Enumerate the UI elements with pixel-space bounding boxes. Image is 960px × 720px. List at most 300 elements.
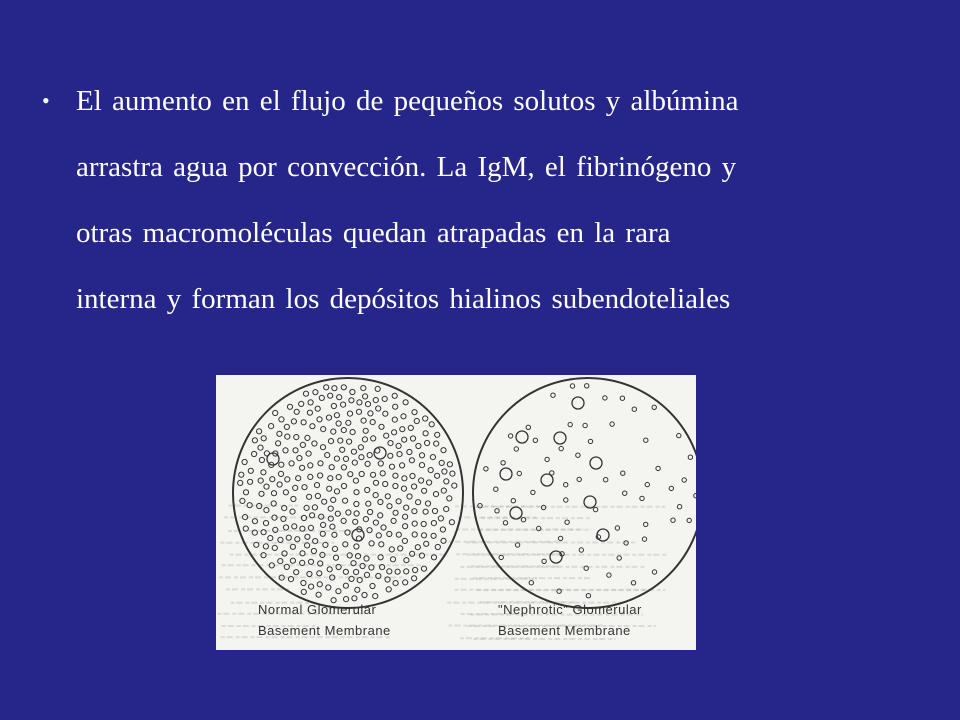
small-pore	[644, 438, 648, 442]
small-pore	[423, 416, 428, 421]
small-pore	[421, 566, 426, 571]
small-pore	[392, 430, 397, 435]
small-pore	[402, 476, 407, 481]
small-pore	[576, 453, 580, 457]
small-pore	[400, 427, 405, 432]
small-pore	[579, 548, 583, 552]
small-pore	[565, 520, 569, 524]
small-pore	[415, 545, 420, 550]
small-pore	[296, 476, 301, 481]
small-pore	[393, 581, 398, 586]
small-pore	[333, 555, 338, 560]
small-pore	[312, 441, 317, 446]
small-pore	[306, 451, 311, 456]
nephrotic-membrane-outline	[473, 378, 696, 608]
small-pore	[375, 386, 380, 391]
small-pore	[403, 514, 408, 519]
normal-caption	[258, 599, 391, 641]
small-pore	[278, 537, 283, 542]
small-pore	[428, 468, 433, 473]
small-pore	[343, 569, 348, 574]
small-pore	[279, 462, 284, 467]
small-pore	[533, 438, 537, 442]
small-pore	[511, 499, 515, 503]
small-pore	[309, 584, 314, 589]
normal-pores	[238, 385, 457, 603]
small-pore	[320, 531, 325, 536]
small-pore	[379, 424, 384, 429]
small-pore	[371, 436, 376, 441]
small-pore	[369, 565, 374, 570]
small-pore	[431, 521, 436, 526]
small-pore	[291, 496, 296, 501]
small-pore	[276, 441, 281, 446]
small-pore	[277, 482, 282, 487]
small-pore	[277, 431, 282, 436]
small-pore	[435, 432, 440, 437]
small-pore	[290, 558, 295, 563]
small-pore	[521, 518, 525, 522]
small-pore	[332, 546, 337, 551]
small-pore	[401, 486, 406, 491]
small-pore	[444, 507, 449, 512]
small-pore	[327, 486, 332, 491]
small-pore	[645, 482, 649, 486]
small-pore	[368, 509, 373, 514]
small-pore	[261, 470, 266, 475]
small-pore	[350, 430, 355, 435]
small-pore	[353, 519, 358, 524]
small-pore	[341, 518, 346, 523]
small-pore	[254, 542, 259, 547]
small-pore	[302, 485, 307, 490]
small-pore	[632, 407, 636, 411]
small-pore	[435, 473, 440, 478]
small-pore	[545, 457, 549, 461]
small-pore	[301, 589, 306, 594]
small-pore	[331, 429, 336, 434]
small-pore	[359, 471, 364, 476]
small-pore	[328, 476, 333, 481]
small-pore	[283, 490, 288, 495]
small-pore	[321, 427, 326, 432]
small-pore	[381, 525, 386, 530]
small-pore	[301, 580, 306, 585]
small-pore	[343, 542, 348, 547]
bullet-line-4: interna y forman los depósitos hialinos subendoteliales	[76, 283, 731, 315]
small-pore	[243, 490, 248, 495]
small-pore	[433, 492, 438, 497]
small-pore	[300, 560, 305, 565]
small-pore	[261, 530, 266, 535]
small-pore	[304, 505, 309, 510]
bullet-line-2: arrastra agua por convección. La IgM, el fibrinógeno y	[76, 151, 737, 183]
small-pore	[293, 448, 298, 453]
large-pore	[500, 468, 512, 480]
small-pore	[308, 525, 313, 530]
large-pore	[516, 431, 528, 443]
small-pore	[364, 572, 369, 577]
small-pore	[408, 425, 413, 430]
small-pore	[272, 545, 277, 550]
small-pore	[383, 411, 388, 416]
small-pore	[363, 517, 368, 522]
small-pore	[356, 409, 361, 414]
small-pore	[239, 472, 244, 477]
bullet-item	[42, 68, 922, 332]
small-pore	[568, 422, 572, 426]
small-pore	[305, 435, 310, 440]
small-pore	[320, 445, 325, 450]
small-pore	[495, 509, 499, 513]
small-pore	[348, 472, 353, 477]
small-pore	[303, 391, 308, 396]
small-pore	[335, 511, 340, 516]
small-pore	[413, 567, 418, 572]
small-pore	[285, 477, 290, 482]
small-pore	[359, 455, 364, 460]
small-pore	[586, 594, 590, 598]
small-pore	[355, 587, 360, 592]
small-pore	[389, 464, 394, 469]
small-pore	[367, 453, 372, 458]
small-pore	[354, 511, 359, 516]
small-pore	[341, 465, 346, 470]
small-pore	[287, 404, 292, 409]
small-pore	[334, 456, 339, 461]
small-pore	[292, 524, 297, 529]
small-pore	[384, 433, 389, 438]
small-pore	[373, 520, 378, 525]
small-pore	[326, 585, 331, 590]
small-pore	[284, 564, 289, 569]
small-pore	[332, 386, 337, 391]
small-pore	[317, 571, 322, 576]
small-pore	[294, 570, 299, 575]
small-pore	[340, 447, 345, 452]
small-pore	[423, 509, 428, 514]
small-pore	[373, 480, 378, 485]
small-pore	[300, 551, 305, 556]
small-pore	[328, 439, 333, 444]
small-pore	[386, 587, 391, 592]
small-pore	[329, 465, 334, 470]
small-pore	[307, 494, 312, 499]
small-pore	[371, 472, 376, 477]
small-pore	[345, 530, 350, 535]
small-pore	[389, 547, 394, 552]
small-pore	[407, 449, 412, 454]
small-pore	[297, 456, 302, 461]
small-pore	[278, 471, 283, 476]
small-pore	[378, 513, 383, 518]
small-pore	[610, 422, 614, 426]
large-pore	[510, 507, 522, 519]
small-pore	[439, 460, 444, 465]
small-pore	[294, 409, 299, 414]
small-pore	[584, 566, 588, 570]
small-pore	[238, 480, 243, 485]
small-pore	[387, 504, 392, 509]
small-pore	[677, 433, 681, 437]
small-pore	[378, 461, 383, 466]
small-pore	[300, 465, 305, 470]
small-pore	[419, 453, 424, 458]
small-pore	[425, 501, 430, 506]
small-pore	[319, 395, 324, 400]
small-pore	[252, 451, 257, 456]
small-pore	[656, 466, 660, 470]
small-pore	[326, 415, 331, 420]
small-pore	[270, 477, 275, 482]
small-pore	[393, 483, 398, 488]
small-pore	[312, 505, 317, 510]
small-pore	[644, 522, 648, 526]
small-pore	[407, 494, 412, 499]
small-pore	[570, 384, 574, 388]
small-pore	[315, 406, 320, 411]
small-pore	[376, 406, 381, 411]
small-pore	[264, 451, 269, 456]
small-pore	[300, 442, 305, 447]
small-pore	[268, 536, 273, 541]
small-pore	[264, 484, 269, 489]
small-pore	[393, 404, 398, 409]
small-pore	[404, 569, 409, 574]
small-pore	[388, 453, 393, 458]
small-pore	[354, 490, 359, 495]
small-pore	[361, 418, 366, 423]
small-pore	[331, 403, 336, 408]
small-pore	[593, 507, 597, 511]
small-pore	[652, 570, 656, 574]
small-pore	[334, 489, 339, 494]
nephrotic-caption	[498, 599, 642, 641]
small-pore	[550, 471, 554, 475]
small-pore	[252, 438, 257, 443]
small-pore	[328, 393, 333, 398]
small-pore	[514, 447, 518, 451]
small-pore	[531, 490, 535, 494]
small-pore	[396, 443, 401, 448]
small-pore	[341, 402, 346, 407]
small-pore	[336, 475, 341, 480]
nephrotic-caption-line-2: Basement Membrane	[498, 623, 631, 638]
small-pore	[279, 417, 284, 422]
small-pore	[263, 544, 268, 549]
small-pore	[403, 580, 408, 585]
small-pore	[390, 557, 395, 562]
small-pore	[379, 542, 384, 547]
small-pore	[316, 592, 321, 597]
small-pore	[278, 559, 283, 564]
small-pore	[322, 499, 327, 504]
small-pore	[284, 424, 289, 429]
small-pore	[564, 498, 568, 502]
small-pore	[369, 541, 374, 546]
small-pore	[671, 518, 675, 522]
small-pore	[396, 499, 401, 504]
small-pore	[248, 468, 253, 473]
small-pore	[341, 385, 346, 390]
small-pore	[242, 459, 247, 464]
small-pore	[343, 498, 348, 503]
small-pore	[336, 564, 341, 569]
small-pore	[395, 569, 400, 574]
small-pore	[315, 493, 320, 498]
small-pore	[349, 576, 354, 581]
small-pore	[248, 479, 253, 484]
small-pore	[341, 428, 346, 433]
small-pore	[430, 455, 435, 460]
small-pore	[336, 421, 341, 426]
small-pore	[526, 425, 530, 429]
small-pore	[559, 446, 563, 450]
small-pore	[404, 505, 409, 510]
small-pore	[387, 569, 392, 574]
small-pore	[343, 583, 348, 588]
small-pore	[373, 594, 378, 599]
small-pore	[398, 546, 403, 551]
small-pore	[363, 394, 368, 399]
small-pore	[425, 440, 430, 445]
small-pore	[551, 393, 555, 397]
small-pore	[621, 471, 625, 475]
small-pore	[364, 556, 369, 561]
small-pore	[349, 398, 354, 403]
small-pore	[441, 448, 446, 453]
small-pore	[558, 536, 562, 540]
small-pore	[305, 534, 310, 539]
small-pore	[300, 526, 305, 531]
small-pore	[375, 448, 380, 453]
small-pore	[327, 567, 332, 572]
small-pore	[338, 438, 343, 443]
small-pore	[652, 405, 656, 409]
small-pore	[396, 532, 401, 537]
small-pore	[290, 544, 295, 549]
small-pore	[362, 592, 367, 597]
small-pore	[325, 453, 330, 458]
small-pore	[393, 473, 398, 478]
small-pore	[286, 535, 291, 540]
small-pore	[295, 537, 300, 542]
small-pore	[308, 474, 313, 479]
small-pore	[307, 410, 312, 415]
small-pore	[432, 508, 437, 513]
small-pore	[382, 396, 387, 401]
small-pore	[409, 458, 414, 463]
small-pore	[449, 520, 454, 525]
small-pore	[294, 435, 299, 440]
small-pore	[310, 424, 315, 429]
small-pore	[617, 556, 621, 560]
small-pore	[259, 491, 264, 496]
small-pore	[354, 569, 359, 574]
nephrotic-caption-line-1: "Nephrotic" Glomerular	[498, 602, 642, 617]
small-pore	[429, 422, 434, 427]
small-pore	[435, 544, 440, 549]
small-pore	[397, 452, 402, 457]
small-pore	[402, 437, 407, 442]
small-pore	[370, 420, 375, 425]
small-pore	[623, 491, 627, 495]
small-pore	[577, 477, 581, 481]
small-pore	[261, 436, 266, 441]
small-pore	[283, 448, 288, 453]
small-pore	[620, 396, 624, 400]
small-pore	[412, 410, 417, 415]
bullet-line-3: otras macromoléculas quedan atrapadas en la rara	[76, 217, 671, 249]
small-pore	[289, 461, 294, 466]
small-pore	[431, 533, 436, 538]
small-pore	[419, 478, 424, 483]
small-pore	[365, 461, 370, 466]
small-pore	[363, 428, 368, 433]
small-pore	[682, 478, 686, 482]
small-pore	[517, 471, 521, 475]
small-pore	[240, 498, 245, 503]
large-pore	[352, 529, 364, 541]
small-pore	[314, 483, 319, 488]
small-pore	[694, 494, 696, 498]
small-pore	[307, 571, 312, 576]
small-pore	[440, 527, 445, 532]
small-pore	[615, 526, 619, 530]
small-pore	[583, 423, 587, 427]
small-pore	[365, 487, 370, 492]
small-pore	[358, 445, 363, 450]
small-pore	[391, 518, 396, 523]
small-pore	[257, 429, 262, 434]
small-pore	[387, 531, 392, 536]
small-pore	[640, 496, 644, 500]
bullet-text	[76, 68, 738, 332]
small-pore	[499, 555, 503, 559]
small-pore	[373, 493, 378, 498]
small-pore	[324, 385, 329, 390]
small-pore	[317, 582, 322, 587]
small-pore	[258, 478, 263, 483]
small-pore	[263, 521, 268, 526]
small-pore	[293, 485, 298, 490]
small-pore	[336, 589, 341, 594]
small-pore	[366, 501, 371, 506]
small-pore	[259, 457, 264, 462]
small-pore	[603, 396, 607, 400]
small-pore	[258, 445, 263, 450]
small-pore	[412, 521, 417, 526]
small-pore	[365, 402, 370, 407]
small-pore	[383, 481, 388, 486]
small-pore	[317, 417, 322, 422]
small-pore	[442, 469, 447, 474]
small-pore	[351, 449, 356, 454]
small-pore	[337, 395, 342, 400]
small-pore	[452, 483, 457, 488]
small-pore	[450, 471, 455, 476]
small-pore	[291, 419, 296, 424]
small-pore	[376, 533, 381, 538]
small-pore	[334, 413, 339, 418]
small-pore	[385, 494, 390, 499]
small-pore	[281, 516, 286, 521]
small-pore	[343, 456, 348, 461]
small-pore	[410, 436, 415, 441]
normal-caption-line-2: Basement Membrane	[258, 623, 391, 638]
small-pore	[362, 437, 367, 442]
small-pore	[321, 522, 326, 527]
